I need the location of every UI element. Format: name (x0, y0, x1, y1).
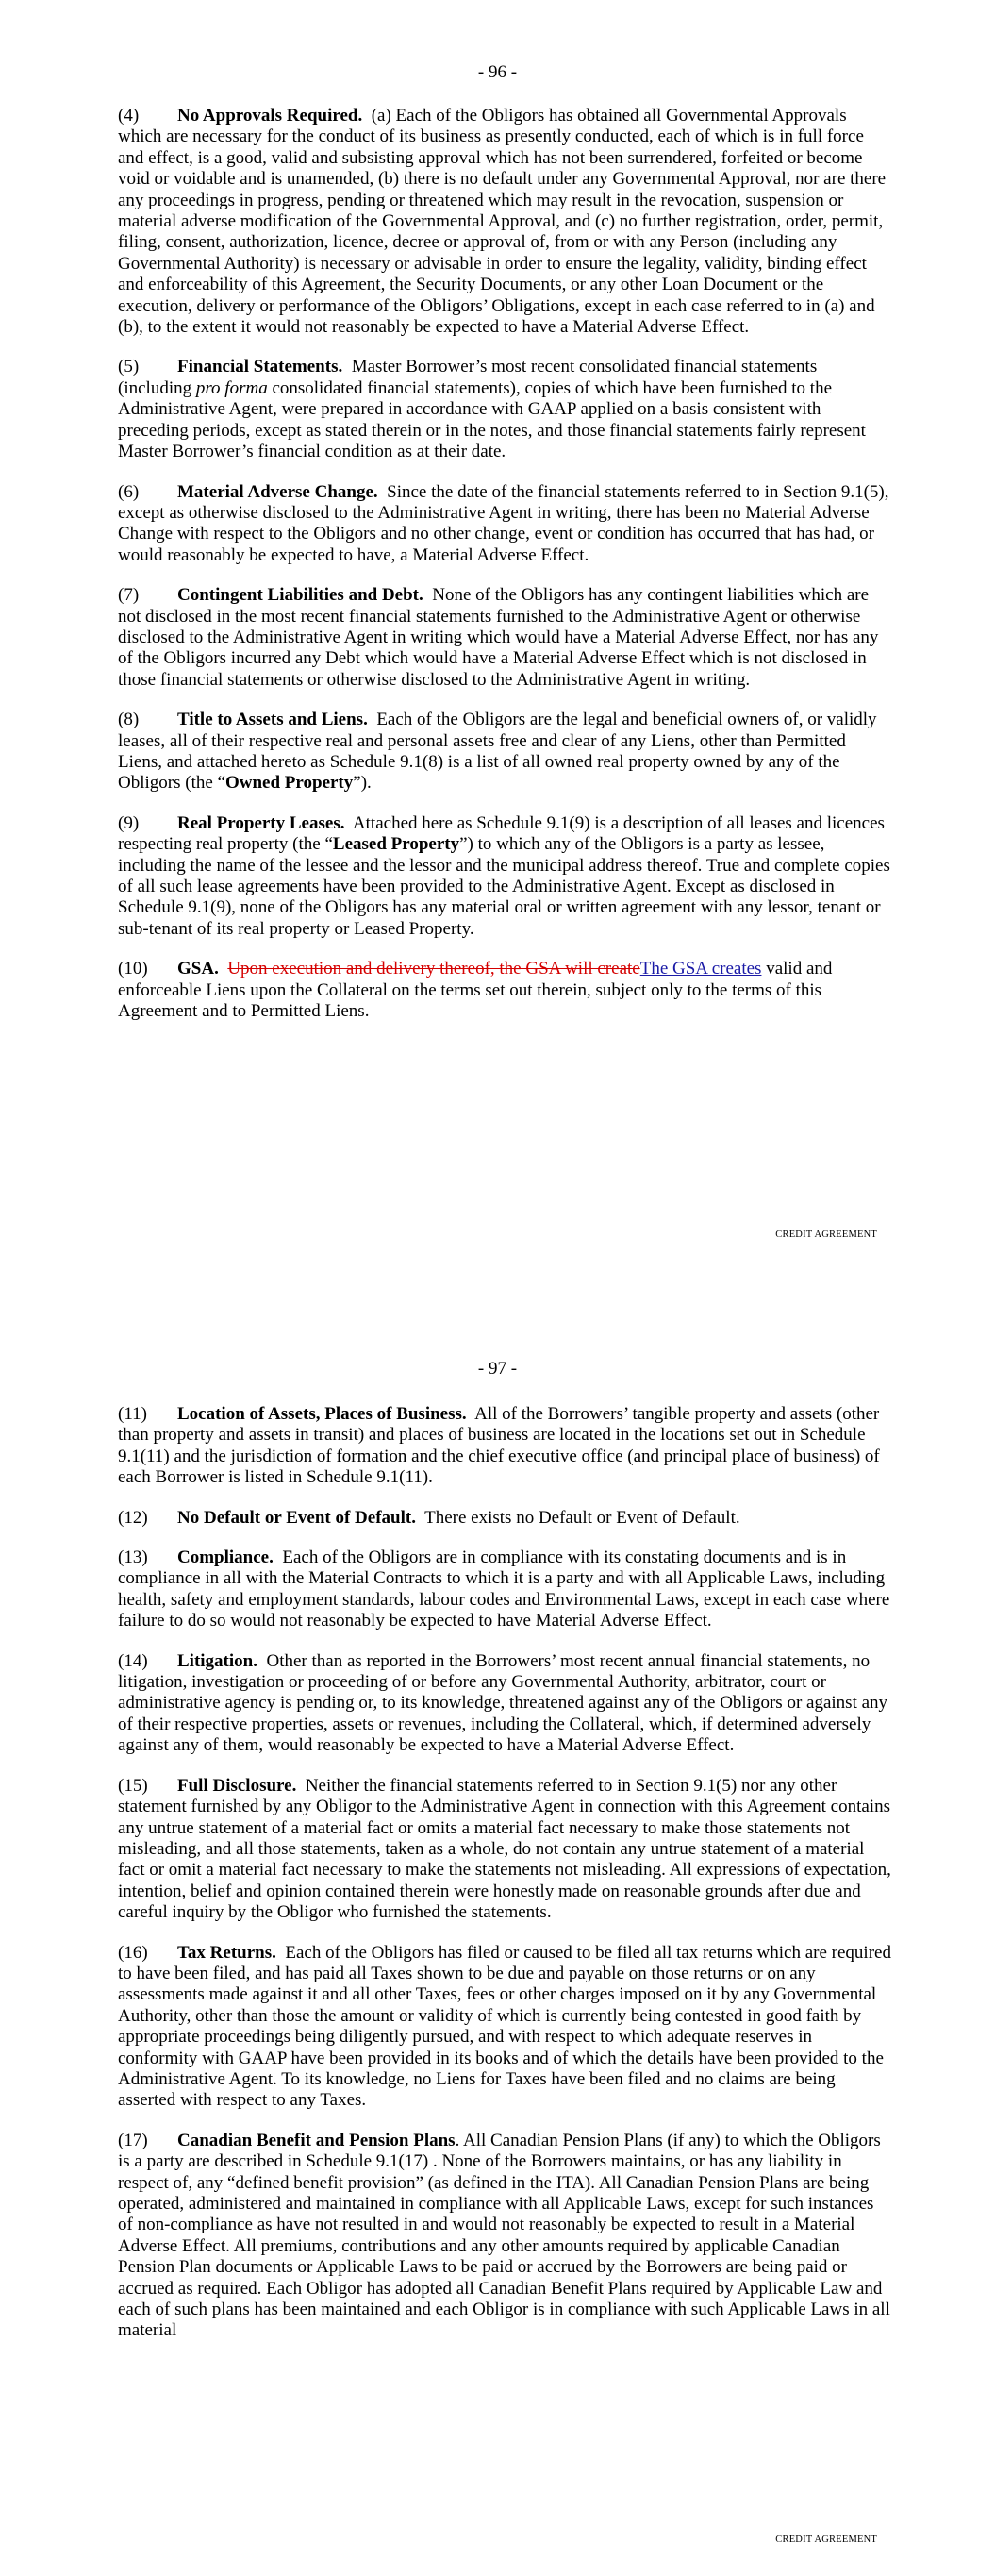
section-text: There exists no Default or Event of Default. (424, 1507, 740, 1528)
italic-term: pro forma (195, 377, 268, 398)
section-number: (9) (118, 812, 140, 833)
section-14 (118, 1651, 891, 1757)
section-number: (16) (118, 1942, 148, 1963)
page-content (118, 1404, 891, 2361)
section-15 (118, 1776, 891, 1924)
section-text: None of the Obligors has any contingent liabilities which are not disclosed in the most recent financial statements furnished to the Administrative Agent or otherwise disclosed to the Administrative Agent in writing which would have a Material Adverse Effect, nor has any of the Obligors incurred any Debt which would have a Material Adverse Effect which is not disclosed in those financial statements or otherwise disclosed to the Administrative Agent in writing. (118, 585, 879, 690)
section-heading: Full Disclosure. (177, 1775, 297, 1796)
section-heading: GSA. (177, 959, 219, 979)
section-heading: Material Adverse Change. (177, 481, 378, 502)
section-text: (a) Each of the Obligors has obtained all Governmental Approvals which are necessary for the conduct of its business as presently conducted, each of which is in full force and effect, is a good, valid and subsisting approval which has not been surrendered, forfeited or become void or voidable and is unamended, (b) there is no default under any Governmental Approval, nor are there any proceedings in progress, pending or threatened which may result in the revocation, suspension or material adverse modification of the Governmental Approval, and (c) no further registration, order, permit, filing, consent, authorization, licence, decree or approval of, from or with any Person (including any Governmental Authority) is necessary or advisable in order to ensure the legality, validity, binding effect and enforceability of this Agreement, the Security Documents, or any other Loan Document or the execution, delivery or performance of the Obligors’ Obligations, except in each case referred to in (a) and (b), to the extent it would not reasonably be expected to have a Material Adverse Effect. (118, 106, 887, 338)
section-number: (4) (118, 106, 140, 125)
section-text: . All Canadian Pension Plans (if any) to which the Obligors is a party are described in Schedule 9.1(17) . None of the Borrowers maintains, or has any liability in respect of, any “defined benefit provision” (as defined in the ITA). All Canadian Pension Plans are being operated, administered and maintained in compliance with all Applicable Laws, except for such instances of non-compliance as have not resulted in and would not reasonably be expected to result in a Material Adverse Effect. All premiums, contributions and any other amounts required by applicable Canadian Pension Plan documents or Applicable Laws to be paid or accrued by the Borrowers are being paid or accrued as required. Each Obligor has adopted all Canadian Benefit Plans required by Applicable Law and each of such plans has been maintained and each Obligor is in compliance with such Applicable Laws in all material (118, 2130, 890, 2341)
section-number: (11) (118, 1404, 147, 1424)
section-text: ”). (353, 773, 372, 794)
section-text: Each of the Obligors are in compliance with its constating documents and is in compliance in all with the Material Contracts to which it is a party and with all Applicable Laws, including health, safety and employment standards, labour codes and Environmental Laws, except in each case where failure to do so would not reasonably be expected to have Material Adverse Effect. (118, 1547, 890, 1631)
section-11 (118, 1404, 891, 1489)
section-text: Each of the Obligors are the legal and beneficial owners of, or validly leases, all of their respective real and personal assets free and clear of any Liens, other than Permitted Liens, and attached hereto as Schedule 9.1(8) is a list of all owned real property owned by any of the Obligors (the “ (118, 710, 877, 794)
section-text: Master Borrower’s most recent consolidated financial statements (including (118, 357, 818, 398)
section-heading: Location of Assets, Places of Business. (177, 1404, 467, 1424)
section-number: (14) (118, 1650, 148, 1671)
section-text: Attached here as Schedule 9.1(9) is a description of all leases and licences respecting real property (the “ (118, 812, 885, 855)
section-text: Neither the financial statements referred to in Section 9.1(5) nor any other statement furnished by any Obligor to the Administrative Agent in connection with this Agreement contains any untrue statement of a material fact or omits a material fact necessary to make those statements not misleading, and all those statements, taken as a whole, do not contain any untrue statement of a material fact or omit a material fact necessary to make the statements not misleading. All expressions of expectation, intention, belief and opinion contained therein were honestly made on reasonable grounds after due and careful inquiry by the Obligor who furnished the statements. (118, 1775, 891, 1923)
section-9 (118, 813, 891, 940)
section-8 (118, 710, 891, 795)
page-number: - 97 - (477, 1359, 518, 1379)
section-number: (6) (118, 481, 140, 502)
page-footer: CREDIT AGREEMENT (775, 2534, 877, 2545)
section-7 (118, 585, 891, 691)
inserted-text: The GSA creates (639, 959, 762, 979)
section-17 (118, 2131, 891, 2342)
page-97 (0, 1302, 995, 2576)
section-6 (118, 482, 891, 567)
section-text: Since the date of the financial statements referred to in Section 9.1(5), except as otherwise disclosed to the Administrative Agent in writing, there has been no Material Adverse Change with respect to the Obligors and no other change, event or condition has occurred that has had, or would reasonably be expected to have, a Material Adverse Effect. (118, 481, 889, 565)
section-heading: Contingent Liabilities and Debt. (177, 585, 423, 606)
section-number: (17) (118, 2130, 148, 2150)
section-text: Other than as reported in the Borrowers’ most recent annual financial statements, no litigation, investigation or proceeding of or before any Governmental Authority, arbitrator, court or administrative agency is pending or, to its knowledge, threatened against any of the Obligors or against any of their respective properties, assets or revenues, including the Collateral, which, if determined adversely against any of them, would reasonably be expected to have a Material Adverse Effect. (118, 1650, 888, 1756)
defined-term: Leased Property (332, 834, 460, 855)
section-number: (8) (118, 710, 140, 730)
section-number: (5) (118, 357, 140, 377)
section-text: valid and enforceable Liens upon the Collateral on the terms set out therein, subject only to the terms of this Agreement and to Permitted Liens. (118, 959, 833, 1022)
section-heading: Compliance. (177, 1547, 274, 1568)
section-heading: Financial Statements. (177, 357, 343, 377)
section-text: Each of the Obligors has filed or caused to be filed all tax returns which are required to have been filed, and has paid all Taxes shown to be due and payable on those returns or on any assessments made against it and all other Taxes, fees or other charges imposed on it by any Governmental Authority, other than those the amount or validity of which is currently being contested in good faith by appropriate proceedings being diligently pursued, and with respect to which adequate reserves in conformity with GAAP have been provided in its books and of which the details have been provided to the Administrative Agent. To its knowledge, no Liens for Taxes have been filed and no claims are being asserted with respect to any Taxes. (118, 1942, 891, 2111)
section-heading: Real Property Leases. (177, 812, 345, 833)
page-content (118, 106, 891, 1041)
section-text: consolidated financial statements), copies of which have been furnished to the Administrative Agent, were prepared in accordance with GAAP applied on a basis consistent with preceding periods, except as stated therein or in the notes, and those financial statements fairly represent Master Borrower’s financial condition as at their date. (118, 377, 866, 462)
defined-term: Owned Property (224, 773, 354, 794)
page-footer: CREDIT AGREEMENT (775, 1229, 877, 1240)
section-text: All of the Borrowers’ tangible property and assets (other than property and assets in transit) and places of business are located in the locations set out in Schedule 9.1(11) and the jurisdiction of formation and the chief executive office (and principal place of business) of each Borrower is listed in Schedule 9.1(11). (118, 1404, 880, 1488)
section-number: (10) (118, 959, 148, 979)
section-heading: Title to Assets and Liens. (177, 710, 368, 730)
section-12 (118, 1508, 891, 1529)
section-13 (118, 1547, 891, 1632)
page-number: - 96 - (477, 62, 518, 82)
section-heading: Litigation. (177, 1650, 257, 1671)
section-heading: Tax Returns. (177, 1942, 276, 1963)
section-number: (12) (118, 1507, 148, 1528)
section-16 (118, 1943, 891, 2112)
section-5 (118, 357, 891, 462)
section-4 (118, 106, 891, 338)
section-number: (15) (118, 1775, 148, 1796)
section-heading: Canadian Benefit and Pension Plans (177, 2130, 456, 2150)
section-10 (118, 959, 891, 1022)
section-text: ”) to which any of the Obligors is a party as lessee, including the name of the lessee and the lessor and the municipal address thereof. True and complete copies of all such lease agreements have been provided to the Administrative Agent. Except as disclosed in Schedule 9.1(9), none of the Obligors has any material oral or written agreement with any lessor, tenant or sub-tenant of its real property or Leased Property. (118, 834, 890, 939)
section-number: (7) (118, 585, 140, 606)
section-number: (13) (118, 1547, 148, 1568)
section-heading: No Approvals Required. (177, 106, 363, 125)
page-96 (0, 0, 995, 1255)
section-heading: No Default or Event of Default. (177, 1507, 416, 1528)
deleted-text: Upon execution and delivery thereof, the GSA will create (227, 959, 640, 979)
